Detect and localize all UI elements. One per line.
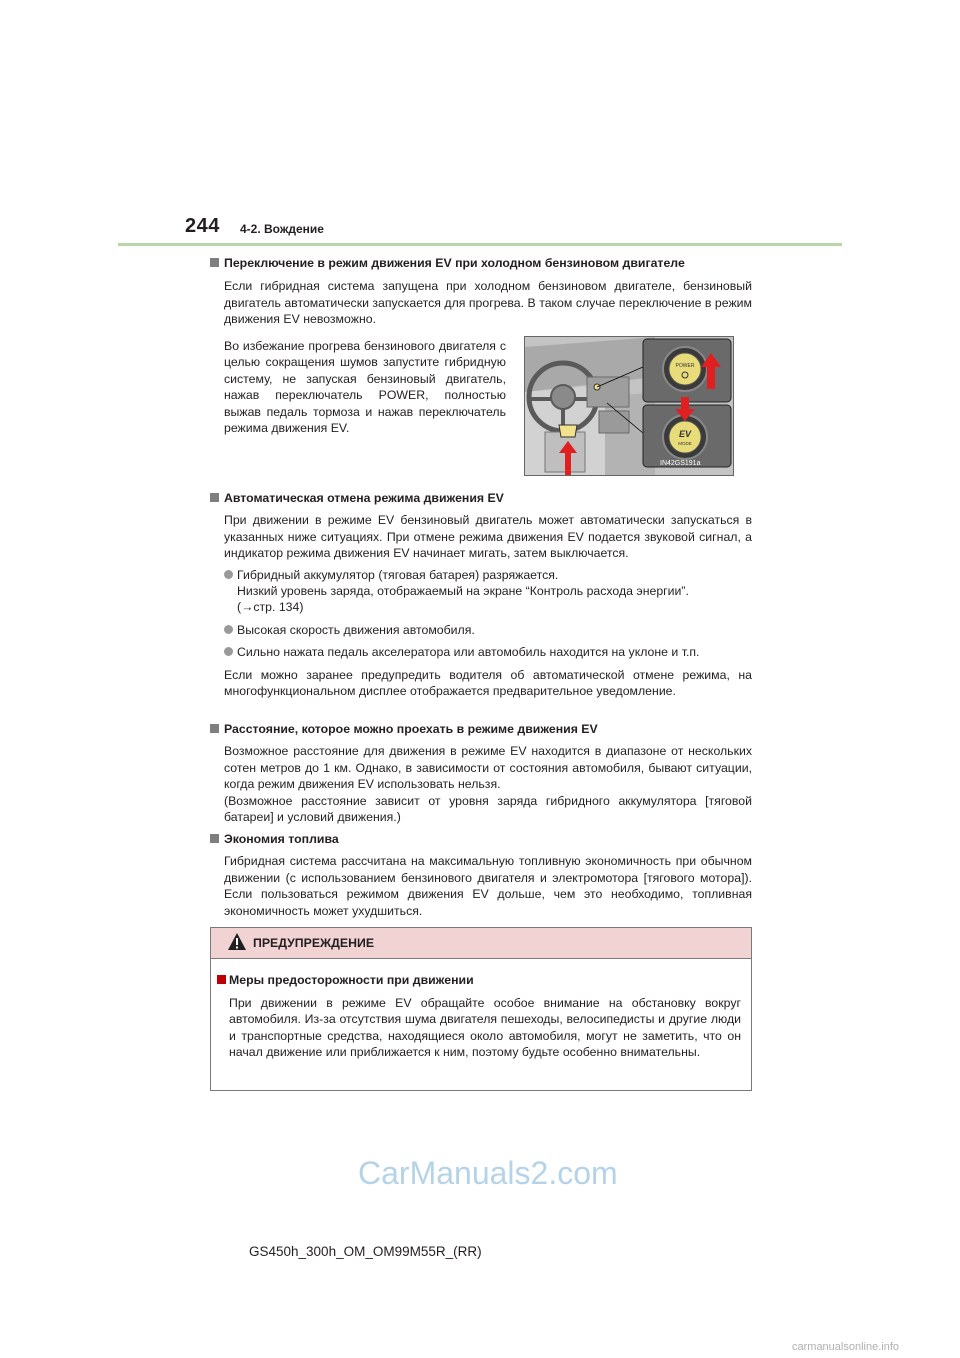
paragraph: Если гибридная система запущена при холодном бензиновом двигателе, бензиновый двигатель автоматически запускается для прогрева. В таком случае переключение в режим движения EV невозможно. (224, 279, 752, 327)
list-item-text: Сильно нажата педаль акселератора или автомобиль находится на уклоне и т.п. (237, 645, 700, 660)
section-heading-text: Автоматическая отмена режима движения EV (224, 491, 504, 505)
circle-bullet-icon (224, 570, 233, 579)
ev-mode-label: MODE (678, 441, 692, 446)
list-item-text: Низкий уровень заряда, отображаемый на экране “Контроль расхода энергии”. (237, 584, 689, 599)
circle-bullet-icon (224, 625, 233, 634)
section-heading-text: Расстояние, которое можно проехать в режиме движения EV (224, 722, 598, 736)
dashboard-illustration (525, 337, 733, 475)
paragraph: Возможное расстояние для движения в режиме EV находится в диапазоне от нескольких сотен метров до 1 км. Однако, в зависимости от состояния автомобиля, бывают ситуации, когда режим движения EV использовать нельзя. (224, 744, 752, 792)
list-item-text: (→стр. 134) (237, 600, 304, 615)
section-heading (210, 721, 752, 737)
header-rule (118, 243, 842, 246)
warning-triangle-icon (227, 932, 247, 951)
power-button-label: POWER (675, 363, 695, 369)
ev-button-label: EV (678, 429, 692, 439)
warning-text: При движении в режиме EV обращайте особое внимание на обстановку вокруг автомобиля. Из-за отсутствия шума двигателя пешеходы, велосипедисты и другие люди и транспортные средства, находящиеся около автомобиля, могут не заметить, что он начал движение или приближается к ним, поэтому будьте особенно внимательны. (229, 996, 741, 1060)
section-ev-range (210, 721, 752, 825)
section-auto-cancel (210, 490, 752, 699)
warning-subheading-text: Меры предосторожности при движении (229, 973, 474, 987)
page-number: 244 (185, 215, 220, 237)
paragraph: При движении в режиме EV бензиновый двигатель может автоматически запускаться в указанных ниже ситуациях. При отмене режима движения EV подается звуковой сигнал, а индикатор режима движения EV начинает мигать, затем выключается. (224, 513, 752, 561)
square-bullet-icon (217, 975, 226, 984)
watermark-corner: carmanualsonline.info (792, 1341, 900, 1353)
section-heading (210, 490, 752, 506)
square-bullet-icon (210, 258, 219, 267)
paragraph: Если можно заранее предупредить водителя об автоматической отмене режима, на многофункциональном дисплее отображается предварительное уведомление. (224, 667, 752, 699)
list-item (210, 622, 752, 638)
warning-title: ПРЕДУПРЕЖДЕНИЕ (253, 936, 375, 950)
square-bullet-icon (210, 724, 219, 733)
section-title: 4-2. Вождение (240, 222, 324, 236)
paragraph: (Возможное расстояние зависит от уровня заряда гибридного аккумулятора [тяговой батареи] и условий движения.) (224, 793, 752, 825)
paragraph-with-figure: Во избежание прогрева бензинового двигателя с целью сокращения шумов запустите гибридную систему, не запуская бензиновый двигатель, нажав переключатель POWER, полностью выжав педаль тормоза и нажав переключатель режима движения EV. (224, 339, 506, 436)
list-item (210, 644, 752, 660)
square-bullet-icon (210, 834, 219, 843)
section-heading (210, 255, 752, 271)
section-heading-text: Переключение в режим движения EV при холодном бензиновом двигателе (224, 256, 685, 270)
warning-box (210, 927, 752, 1091)
list-item-text: Высокая скорость движения автомобиля. (237, 622, 475, 637)
circle-bullet-icon (224, 647, 233, 656)
watermark: CarManuals2.com (358, 1155, 618, 1191)
footer-code: GS450h_300h_OM_OM99M55R_(RR) (249, 1244, 482, 1259)
figure-code: IN42GS191a (660, 460, 701, 467)
square-bullet-icon (210, 493, 219, 502)
section-heading (210, 831, 752, 847)
section-heading-text: Экономия топлива (224, 832, 339, 846)
list-item (210, 567, 752, 616)
warning-subheading (217, 972, 754, 988)
section-cold-engine (210, 255, 752, 328)
section-fuel-economy (210, 831, 752, 919)
dashboard-figure (524, 336, 734, 476)
warning-header (211, 928, 751, 959)
list-item-text: Гибридный аккумулятор (тяговая батарея) разряжается. (237, 567, 559, 582)
paragraph: Гибридная система рассчитана на максимальную топливную экономичность при обычном движении (с использованием бензинового двигателя и электромотора [тягового мотора]). Если пользоваться режимом движения EV дольше, чем это необходимо, топливная экономичность может ухудшиться. (224, 854, 752, 918)
